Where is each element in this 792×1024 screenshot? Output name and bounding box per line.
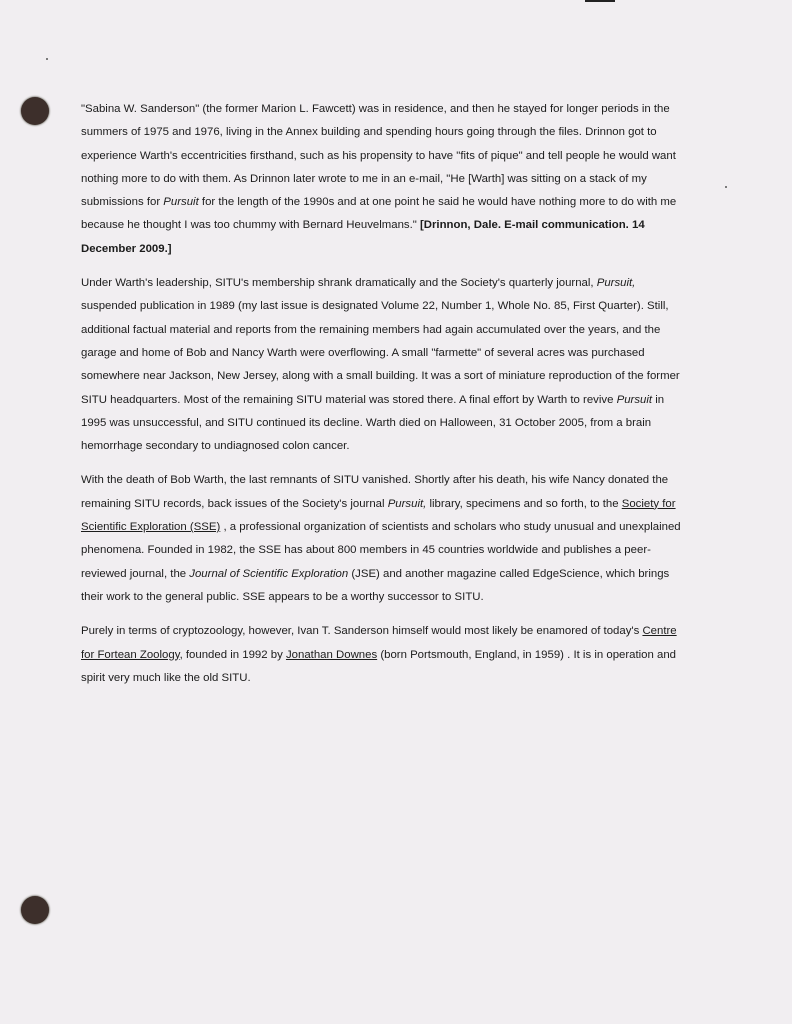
body-text [81,98,686,701]
text-run: , a professional organization of scientists and scholars who study unusual and unexplained phenomena. Founded in 1982, the SSE has about 800 members in 45 countries worldwide and publishes a peer-reviewed journal, the [81,521,681,580]
text-run: for the length of the 1990s and at one point he said he would have nothing more to do with me because he thought I was too chummy with Bernard Heuvelmans." [81,196,677,232]
journal-title: Pursuit, [596,277,636,290]
journal-title: Journal of Scientific Exploration [189,567,349,580]
text-run: , founded in 1992 by [179,648,286,661]
punch-hole-bottom [21,896,49,924]
paragraph [81,469,686,609]
sse-link[interactable]: Society for Scientific Exploration (SSE) [81,497,676,534]
text-run: library, specimens and so forth, to the [426,497,622,510]
speck-mark [46,58,48,60]
citation: [Drinnon, Dale. E-mail communication. 14 December 2009.] [81,219,645,255]
text-run: With the death of Bob Warth, the last remnants of SITU vanished. Shortly after his death, his wife Nancy donated the remaining SITU records, back issues of the Society's journal [81,474,669,510]
text-run: "Sabina W. Sanderson" (the former Marion L. Fawcett) was in residence, and then he stayed for longer periods in the summers of 1975 and 1976, living in the Annex building and spending hours going through the files. Drinnon got to experience Warth's eccentricities firsthand, such as his propensity to have "fits of pique" and tell people he would want nothing more to do with them. As Drinnon later wrote to me in an e-mail, "He [Warth] was sitting on a stack of my submissions for [81,103,676,209]
paragraph [81,272,686,458]
text-run: Purely in terms of cryptozoology, however, Ivan T. Sanderson himself would most likely be enamored of today's [81,625,643,638]
text-run: in 1995 was unsuccessful, and SITU continued its decline. Warth died on Halloween, 31 October 2005, from a brain hemorrhage secondary to undiagnosed colon cancer. [81,393,665,453]
punch-hole-top [21,97,49,125]
journal-title: Pursuit, [387,497,427,510]
top-edge-rule [585,0,615,2]
jonathan-downes-link[interactable]: Jonathan Downes [285,648,378,661]
paragraph [81,620,686,690]
speck-mark [725,186,727,188]
text-run: (born Portsmouth, England, in 1959) . It is in operation and spirit very much like the old SITU. [81,648,677,684]
journal-title: Pursuit [163,196,199,209]
text-run: (JSE) and another magazine called EdgeScience, which brings their work to the general public. SSE appears to be a worthy successor to SITU. [81,567,670,603]
paragraph [81,98,686,261]
text-run: Under Warth's leadership, SITU's membership shrank dramatically and the Society's quarterly journal, [81,277,597,290]
cfz-link[interactable]: Centre for Fortean Zoology [81,625,677,661]
journal-title: Pursuit [616,393,653,406]
text-run: suspended publication in 1989 (my last issue is designated Volume 22, Number 1, Whole No. 85, First Quarter). Still, additional factual material and reports from the remaining members had again accumulated over the years, and the garage and home of Bob and Nancy Warth were overflowing. A small "farmette" of several acres was purchased somewhere near Jackson, New Jersey, along with a small building. It was a sort of miniature reproduction of the former SITU headquarters. Most of the remaining SITU material was stored there. A final effort by Warth to revive [81,300,680,406]
